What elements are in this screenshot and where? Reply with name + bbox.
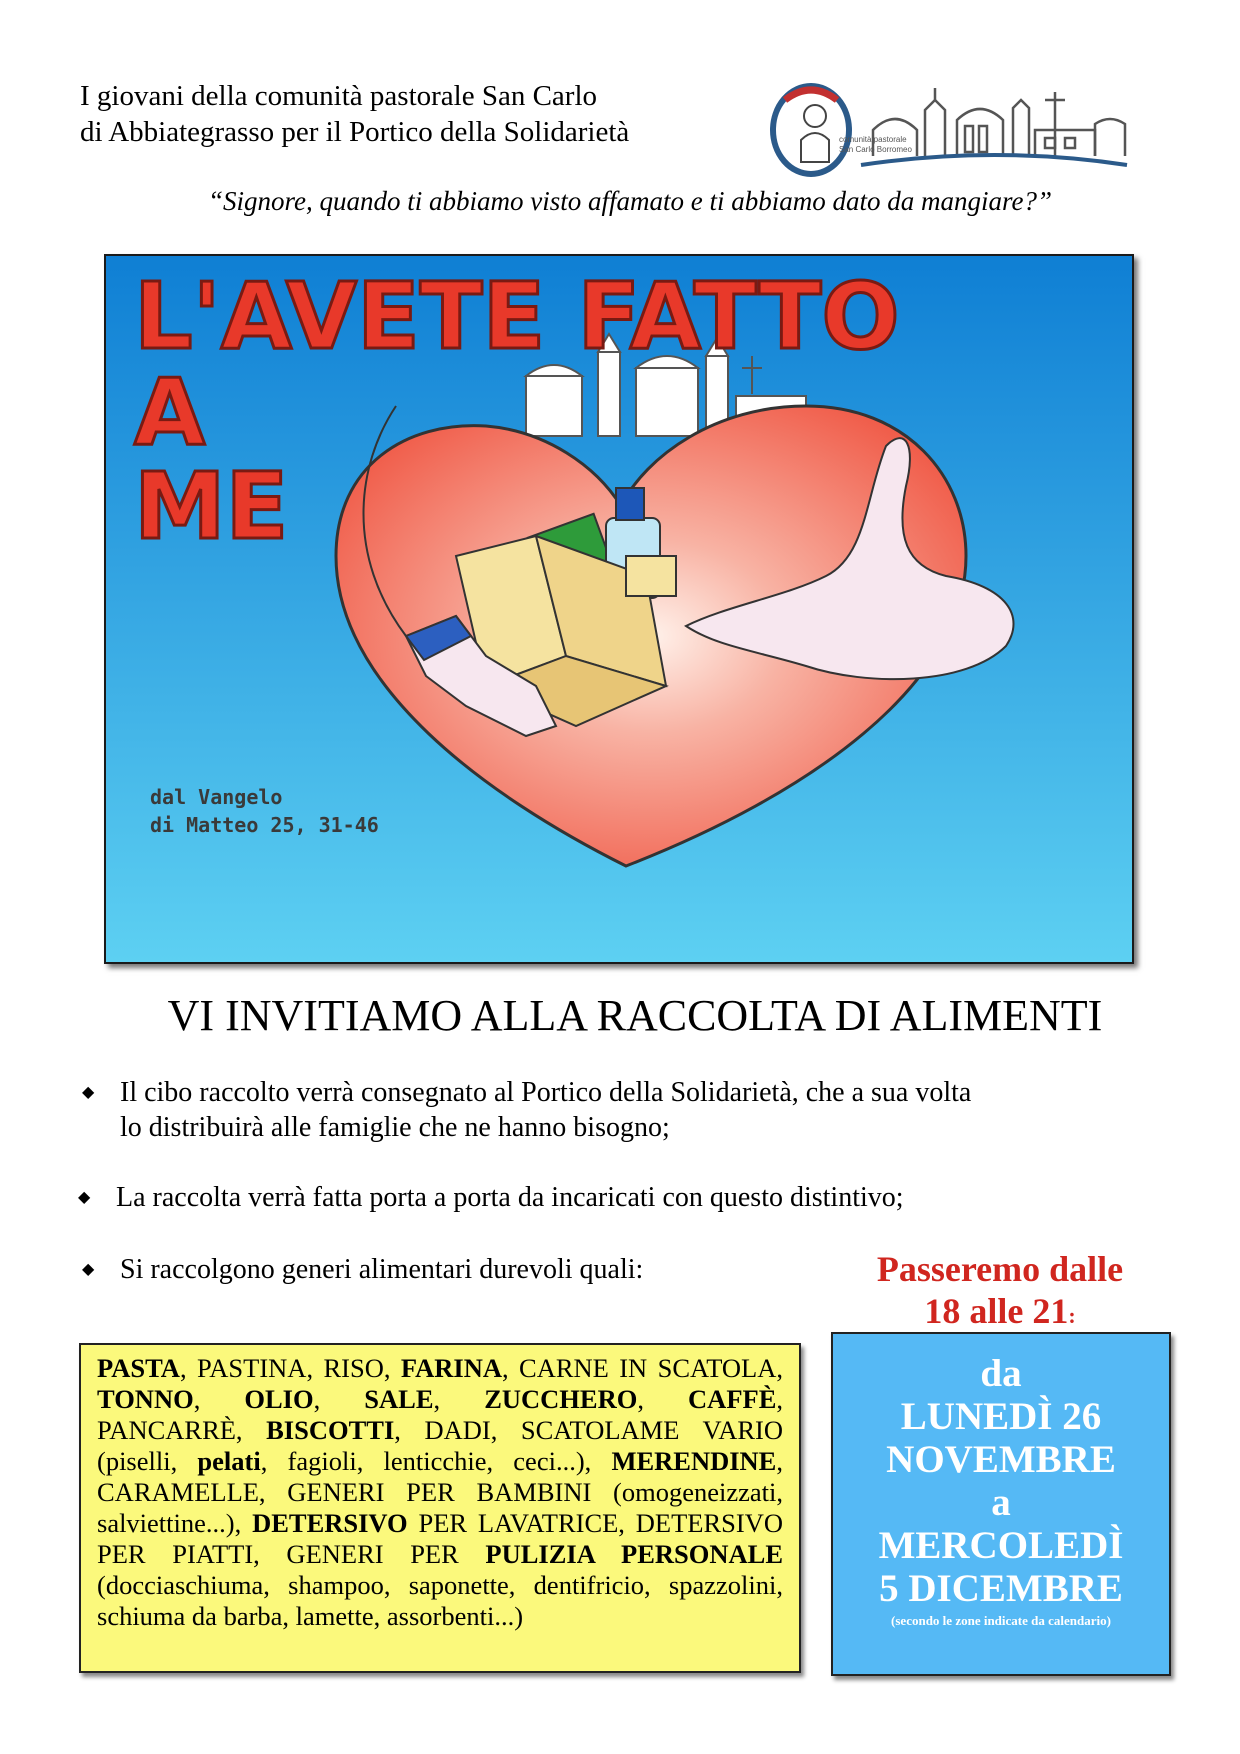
- food-text: ,: [313, 1384, 365, 1414]
- food-item-tonno: TONNO: [97, 1384, 194, 1414]
- collection-hours: [850, 1248, 1150, 1337]
- bullet-1-line-2: lo distribuirà alle famiglie che ne hanno bisogno;: [120, 1112, 670, 1143]
- organizer-header: [80, 78, 720, 150]
- poster-title-line-1: L'AVETE FATTO: [134, 263, 900, 370]
- food-text: , PANCARRÈ,: [97, 1384, 783, 1445]
- bullet-item: [80, 1075, 1200, 1145]
- diamond-bullet-icon: ◆: [78, 1189, 91, 1206]
- collection-hours-time: 18 alle 21: [924, 1291, 1069, 1331]
- food-item-olio: OLIO: [244, 1384, 314, 1414]
- food-list-box: [79, 1343, 801, 1673]
- food-item-pasta: PASTA: [97, 1353, 180, 1383]
- food-item-merendine: MERENDINE: [611, 1446, 777, 1476]
- dates-start-day: LUNEDÌ 26: [900, 1395, 1102, 1438]
- poster-artwork: [106, 256, 1132, 962]
- collection-hours-line-2: [850, 1290, 1150, 1337]
- poster-source-line-1: dal Vangelo: [150, 785, 283, 809]
- dates-end-day: MERCOLEDÌ: [878, 1524, 1124, 1567]
- gospel-quote: “Signore, quando ti abbiamo visto affamato e ti abbiamo dato da mangiare?”: [207, 186, 1052, 216]
- organizer-line-1: I giovani della comunità pastorale San Carlo: [80, 80, 598, 112]
- food-text: (docciaschiuma, shampoo, saponette, dentifricio, spazzolini, schiuma da barba, lamette, assorbenti...): [97, 1570, 783, 1631]
- logo-caption-2: San Carlo Borromeo: [839, 145, 912, 154]
- food-item-sale: SALE: [364, 1384, 434, 1414]
- food-item-farina: FARINA: [400, 1353, 502, 1383]
- bullet-1-line-1: Il cibo raccolto verrà consegnato al Portico della Solidarietà, che a sua volta: [120, 1077, 972, 1108]
- diamond-bullet-icon: ◆: [82, 1084, 95, 1101]
- food-item-biscotti: BISCOTTI: [266, 1415, 395, 1445]
- dates-start-month: NOVEMBRE: [886, 1438, 1116, 1481]
- bullet-item: [76, 1180, 1196, 1215]
- poster-title-line-3: ME: [134, 453, 289, 560]
- food-text: ,: [637, 1384, 689, 1414]
- dates-end-month: 5 DICEMBRE: [879, 1567, 1123, 1610]
- food-text: ,: [193, 1384, 245, 1414]
- parish-logo: [765, 70, 1135, 185]
- collection-hours-colon: :: [1068, 1303, 1076, 1328]
- bullet-3-text: Si raccolgono generi alimentari durevoli quali:: [120, 1254, 644, 1285]
- food-item-zucchero: ZUCCHERO: [484, 1384, 638, 1414]
- collection-dates-box: [831, 1332, 1171, 1676]
- food-text: ,: [433, 1384, 485, 1414]
- diamond-bullet-icon: ◆: [82, 1261, 95, 1278]
- poster-source-line-2: di Matteo 25, 31-46: [150, 813, 379, 837]
- collection-hours-line-1: Passeremo dalle: [876, 1249, 1124, 1289]
- food-item-pelati: pelati: [197, 1446, 261, 1476]
- food-item-pulizia-personale: PULIZIA PERSONALE: [485, 1539, 783, 1569]
- food-text: , CARNE IN SCATOLA,: [501, 1353, 784, 1383]
- campaign-poster: [104, 254, 1134, 964]
- dates-to-label: a: [991, 1481, 1011, 1524]
- food-text: , PASTINA, RISO,: [179, 1353, 401, 1383]
- food-text: , fagioli, lenticchie, ceci...),: [260, 1446, 612, 1476]
- dates-note: (secondo le zone indicate da calendario): [891, 1613, 1111, 1628]
- logo-caption-1: comunità pastorale: [839, 135, 907, 144]
- food-item-detersivo: DETERSIVO: [252, 1508, 408, 1538]
- bullet-2-text: La raccolta verrà fatta porta a porta da incaricati con questo distintivo;: [116, 1182, 904, 1213]
- parish-logo-graphic: [765, 70, 1135, 185]
- poster-title-line-2: A: [134, 359, 206, 466]
- food-item-caffe: CAFFÈ: [688, 1384, 777, 1414]
- organizer-line-2: di Abbiategrasso per il Portico della Solidarietà: [80, 116, 630, 148]
- food-text: PER LAVATRICE, DETERSIVO PER PIATTI, GENERI PER: [97, 1508, 783, 1569]
- invite-heading: VI INVITIAMO ALLA RACCOLTA DI ALIMENTI: [167, 991, 1103, 1040]
- food-text: , DADI, SCATOLAME VARIO (piselli,: [97, 1415, 783, 1476]
- bullet-item: [80, 1252, 880, 1287]
- dates-from-label: da: [980, 1352, 1022, 1395]
- food-text: , CARAMELLE, GENERI PER BAMBINI (omogeneizzati, salviettine...),: [97, 1446, 783, 1538]
